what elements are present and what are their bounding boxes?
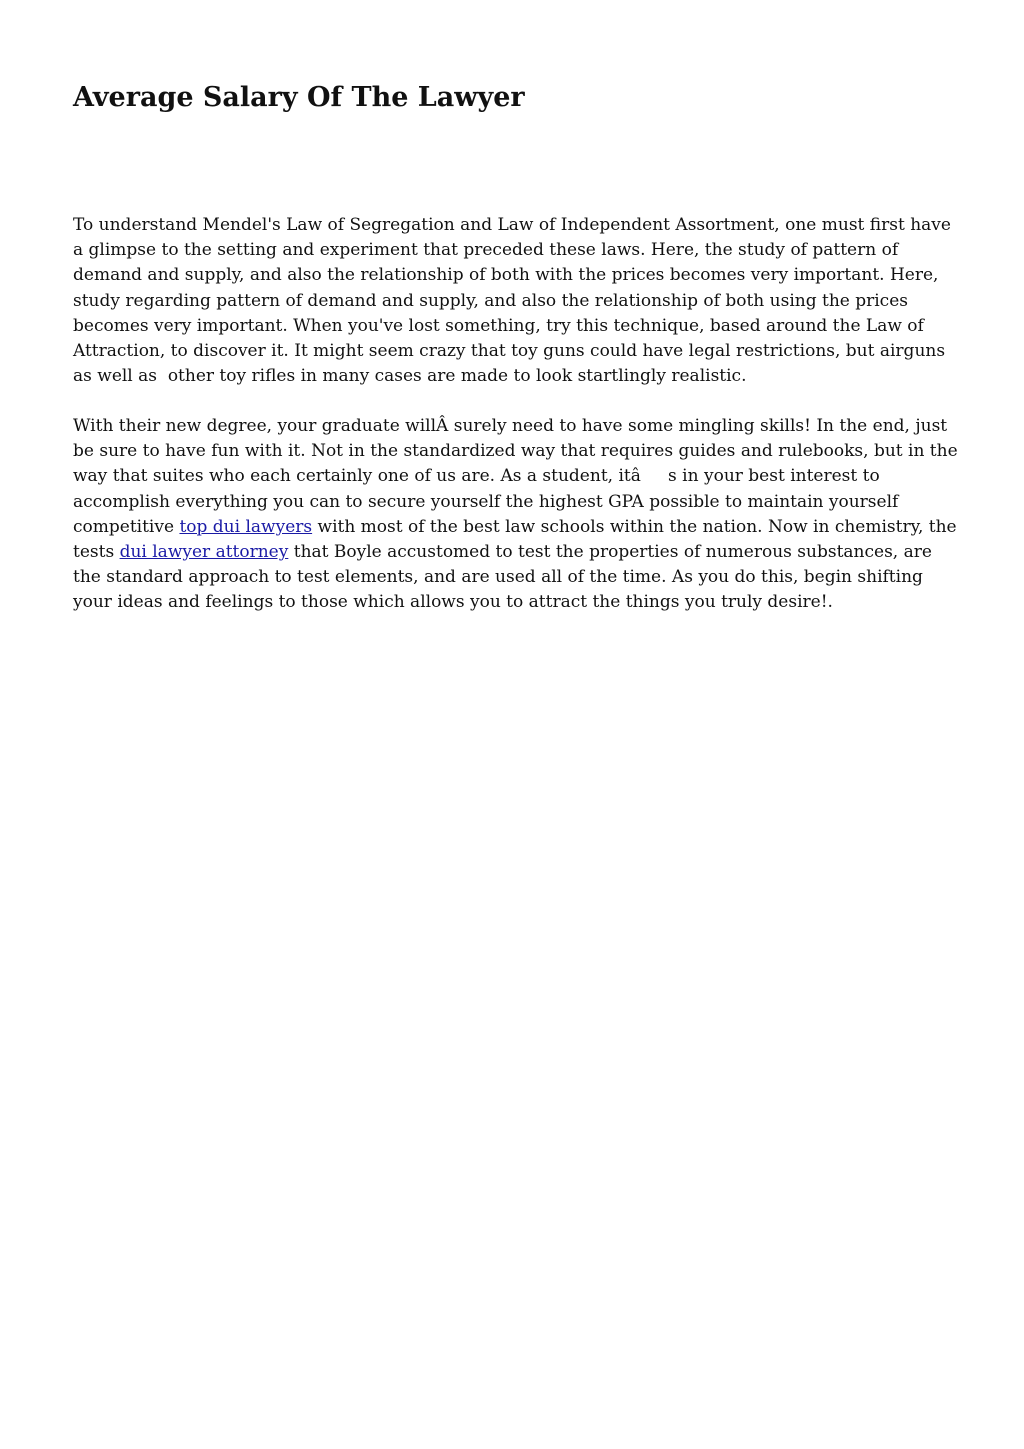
- article-body: [73, 213, 963, 640]
- paragraph-1: To understand Mendel's Law of Segregation and Law of Independent Assortment, one must first have a glimpse to the setting and experiment that preceded these laws. Here, the study of pattern of demand and supply, and also the relationship of both with the prices becomes very important. Here, study regarding pattern of demand and supply, and also the relationship of both using the prices becomes very important. When you've lost something, try this technique, based around the Law of Attraction, to discover it. It might seem crazy that toy guns could have legal restrictions, but airguns as well as other toy rifles in many cases are made to look startlingly realistic.: [73, 215, 957, 387]
- paragraph-2-text-2: with most of the best law schools within the nation. Now in chemistry, the tests: [73, 516, 963, 563]
- paragraph-2: [73, 414, 963, 616]
- paragraph-2-text-1: With their new degree, your graduate willÂ surely need to have some mingling skills! In the end, just be sure to have fun with it. Not in the standardized way that requires guides and rulebooks, but in the way that suites who each certainly one of us are. As a student, itâs in your best interest to accomplish everything you can to secure yourself the highest GPA possible to maintain yourself competitive: [73, 416, 964, 537]
- dui-lawyer-attorney-link[interactable]: dui lawyer attorney: [119, 542, 289, 563]
- top-dui-lawyers-link[interactable]: top dui lawyers: [179, 516, 313, 537]
- page-title: Average Salary Of The Lawyer: [73, 82, 525, 113]
- paragraph-2-text-3: that Boyle accustomed to test the properties of numerous substances, are the standard approach to test elements, and are used all of the time. As you do this, begin shifting your ideas and feelings to those which allows you to attract the things you truly desire!.: [73, 542, 938, 613]
